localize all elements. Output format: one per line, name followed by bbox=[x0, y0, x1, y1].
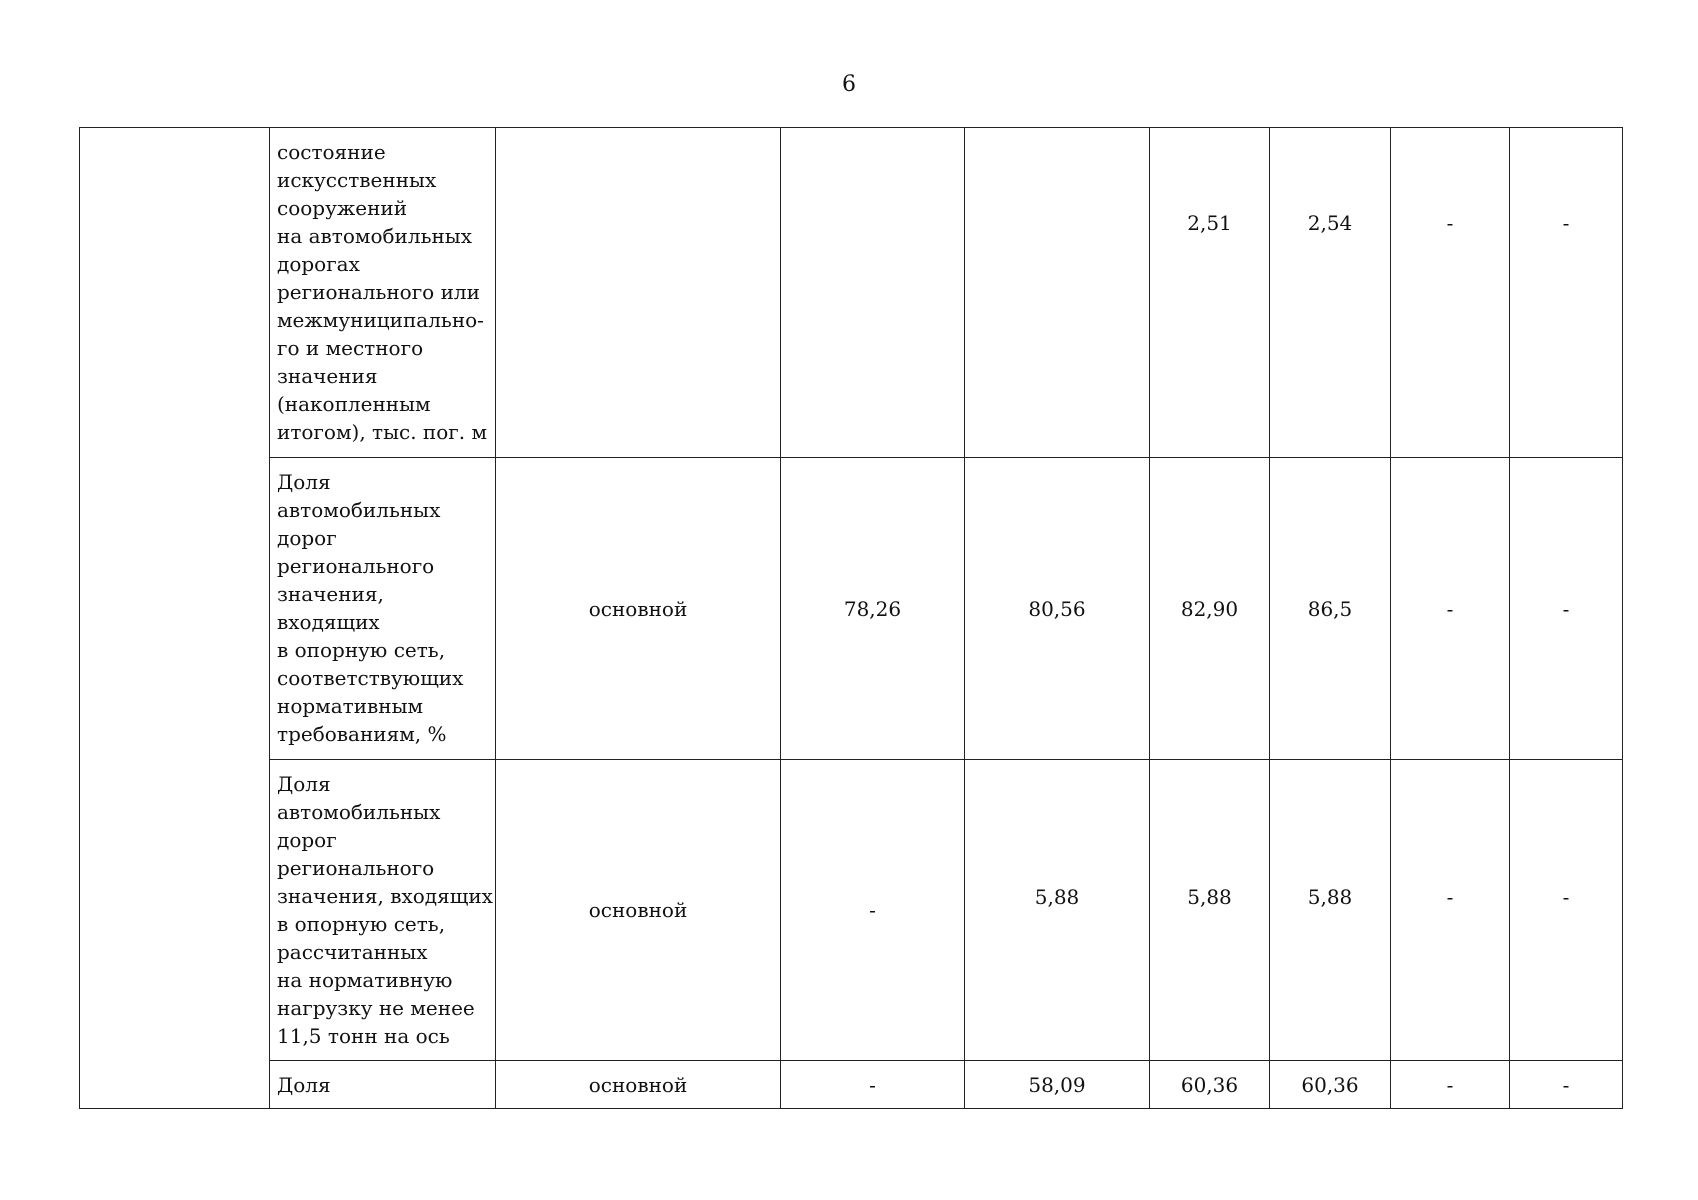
value-cell: 80,56 bbox=[965, 458, 1150, 760]
value-cell: 5,88 bbox=[1150, 760, 1270, 1061]
table-row bbox=[80, 760, 1623, 1061]
indicator-line: автомобильных bbox=[277, 800, 441, 824]
table-row bbox=[80, 1061, 1623, 1109]
indicator-line: регионального или bbox=[277, 280, 480, 304]
indicator-line: на автомобильных bbox=[277, 224, 472, 248]
type-cell bbox=[496, 128, 781, 458]
value-cell: - bbox=[781, 1061, 965, 1109]
indicator-line: соответствующих bbox=[277, 666, 464, 690]
indicator-line: межмуниципально- bbox=[277, 308, 484, 332]
indicator-cell bbox=[270, 760, 496, 1061]
value-cell: 5,88 bbox=[1270, 760, 1391, 1061]
value-cell bbox=[781, 128, 965, 458]
value-cell: 60,36 bbox=[1150, 1061, 1270, 1109]
indicator-line: в опорную сеть, bbox=[277, 912, 446, 936]
page-number: 6 bbox=[842, 72, 856, 97]
table-row bbox=[80, 458, 1623, 760]
value-cell: - bbox=[1510, 128, 1623, 458]
value-cell: - bbox=[781, 760, 965, 1061]
indicator-line: дорог bbox=[277, 526, 337, 550]
value-cell: 78,26 bbox=[781, 458, 965, 760]
value-cell: - bbox=[1510, 458, 1623, 760]
value-cell: 2,51 bbox=[1150, 128, 1270, 458]
indicator-line: дорогах bbox=[277, 252, 360, 276]
indicator-cell bbox=[270, 458, 496, 760]
indicator-cell bbox=[270, 1061, 496, 1109]
indicator-line: в опорную сеть, bbox=[277, 638, 446, 662]
value-cell bbox=[965, 128, 1150, 458]
value-cell: 5,88 bbox=[965, 760, 1150, 1061]
indicator-line: рассчитанных bbox=[277, 940, 428, 964]
indicator-line: требованиям, % bbox=[277, 722, 447, 746]
indicator-line: входящих bbox=[277, 610, 380, 634]
value-cell: 82,90 bbox=[1150, 458, 1270, 760]
value-cell: 60,36 bbox=[1270, 1061, 1391, 1109]
indicator-line: итогом), тыс. пог. м bbox=[277, 420, 488, 444]
value-cell: 86,5 bbox=[1270, 458, 1391, 760]
indicators-table bbox=[79, 127, 1623, 1109]
indicator-line: на нормативную bbox=[277, 968, 453, 992]
indicator-line: регионального bbox=[277, 554, 435, 578]
indicator-line: значения, входящих bbox=[277, 884, 493, 908]
indicator-line: значения, bbox=[277, 582, 384, 606]
indicator-line: автомобильных bbox=[277, 498, 441, 522]
type-cell: основной bbox=[496, 760, 781, 1061]
indicator-line: Доля bbox=[277, 772, 331, 796]
indicator-cell bbox=[270, 128, 496, 458]
indicator-line: искусственных bbox=[277, 168, 437, 192]
indicator-line: го и местного bbox=[277, 336, 424, 360]
table-row bbox=[80, 128, 1623, 458]
indicator-line: нагрузку не менее bbox=[277, 996, 475, 1020]
type-cell: основной bbox=[496, 458, 781, 760]
value-cell: 58,09 bbox=[965, 1061, 1150, 1109]
indicator-line: нормативным bbox=[277, 694, 424, 718]
indicator-line: (накопленным bbox=[277, 392, 431, 416]
type-cell: основной bbox=[496, 1061, 781, 1109]
indicator-line: Доля bbox=[277, 470, 331, 494]
value-cell: 2,54 bbox=[1270, 128, 1391, 458]
value-cell: - bbox=[1391, 1061, 1510, 1109]
indicator-line: 11,5 тонн на ось bbox=[277, 1024, 450, 1048]
indicator-line: регионального bbox=[277, 856, 435, 880]
indicator-line: Доля bbox=[277, 1072, 331, 1097]
value-cell: - bbox=[1391, 128, 1510, 458]
blank-left-column-cell bbox=[80, 128, 270, 1109]
indicator-line: дорог bbox=[277, 828, 337, 852]
value-cell: - bbox=[1391, 458, 1510, 760]
indicator-line: значения bbox=[277, 364, 378, 388]
value-cell: - bbox=[1510, 760, 1623, 1061]
indicator-line: состояние bbox=[277, 140, 386, 164]
indicator-line: сооружений bbox=[277, 196, 408, 220]
value-cell: - bbox=[1391, 760, 1510, 1061]
value-cell: - bbox=[1510, 1061, 1623, 1109]
